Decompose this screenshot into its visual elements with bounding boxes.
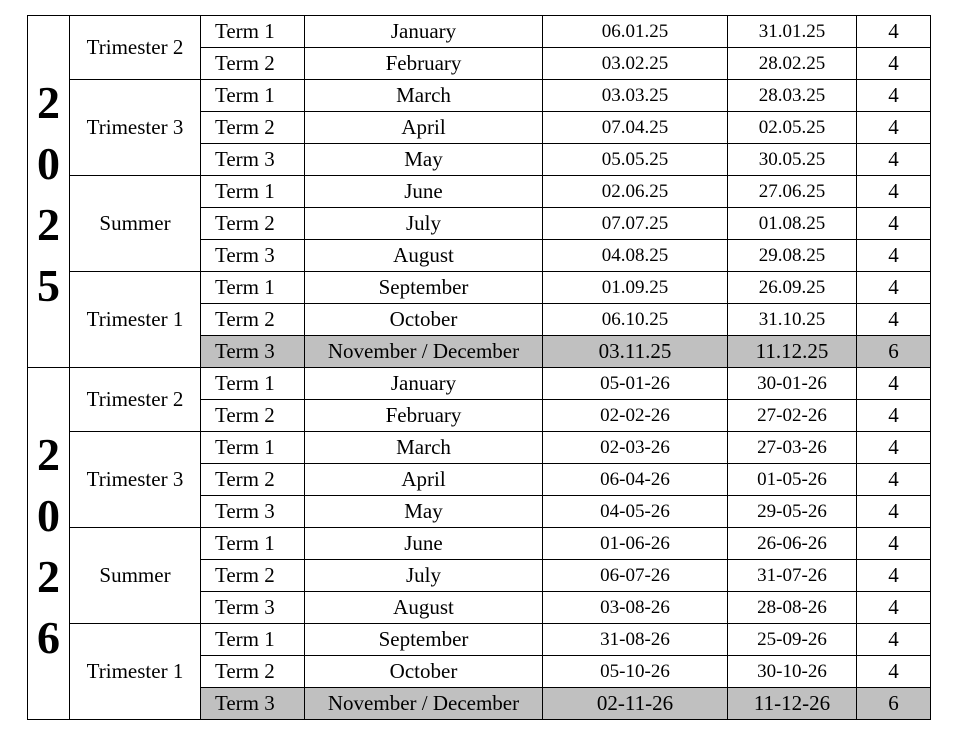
period-name: Trimester 2 [70, 368, 201, 432]
end-date-cell: 27-03-26 [728, 432, 857, 464]
month-cell: July [305, 560, 543, 592]
term-cell: Term 1 [201, 16, 305, 48]
term-cell: Term 2 [201, 304, 305, 336]
weeks-cell: 4 [857, 528, 931, 560]
year-digit: 2 [37, 428, 60, 480]
weeks-cell: 4 [857, 176, 931, 208]
year-digit: 2 [37, 198, 60, 250]
start-date-cell: 03.02.25 [543, 48, 728, 80]
weeks-cell: 4 [857, 592, 931, 624]
weeks-cell: 4 [857, 656, 931, 688]
end-date-cell: 11-12-26 [728, 688, 857, 720]
start-date-cell: 06-07-26 [543, 560, 728, 592]
start-date-cell: 05-01-26 [543, 368, 728, 400]
term-cell: Term 3 [201, 592, 305, 624]
weeks-cell: 4 [857, 272, 931, 304]
month-cell: March [305, 80, 543, 112]
month-cell: June [305, 528, 543, 560]
start-date-cell: 02-11-26 [543, 688, 728, 720]
schedule-row [28, 272, 931, 304]
term-cell: Term 2 [201, 400, 305, 432]
weeks-cell: 4 [857, 80, 931, 112]
schedule-row [28, 432, 931, 464]
month-cell: February [305, 400, 543, 432]
year-digit: 5 [37, 259, 60, 311]
end-date-cell: 28.03.25 [728, 80, 857, 112]
term-cell: Term 2 [201, 560, 305, 592]
year-digit: 6 [37, 611, 60, 663]
start-date-cell: 03-08-26 [543, 592, 728, 624]
end-date-cell: 26-06-26 [728, 528, 857, 560]
end-date-cell: 02.05.25 [728, 112, 857, 144]
start-date-cell: 03.03.25 [543, 80, 728, 112]
month-cell: February [305, 48, 543, 80]
weeks-cell: 4 [857, 16, 931, 48]
term-cell: Term 2 [201, 112, 305, 144]
term-schedule-table [27, 15, 931, 720]
month-cell: September [305, 272, 543, 304]
month-cell: January [305, 368, 543, 400]
end-date-cell: 28-08-26 [728, 592, 857, 624]
weeks-cell: 4 [857, 208, 931, 240]
weeks-cell: 4 [857, 240, 931, 272]
end-date-cell: 29-05-26 [728, 496, 857, 528]
schedule-row [28, 176, 931, 208]
term-cell: Term 2 [201, 656, 305, 688]
term-cell: Term 1 [201, 176, 305, 208]
month-cell: January [305, 16, 543, 48]
weeks-cell: 4 [857, 496, 931, 528]
end-date-cell: 29.08.25 [728, 240, 857, 272]
weeks-cell: 6 [857, 336, 931, 368]
year-digit: 2 [37, 76, 60, 128]
term-cell: Term 1 [201, 624, 305, 656]
schedule-row [28, 624, 931, 656]
weeks-cell: 4 [857, 432, 931, 464]
end-date-cell: 11.12.25 [728, 336, 857, 368]
weeks-cell: 4 [857, 368, 931, 400]
month-cell: April [305, 464, 543, 496]
schedule-row [28, 528, 931, 560]
month-cell: April [305, 112, 543, 144]
start-date-cell: 02-03-26 [543, 432, 728, 464]
period-name: Summer [70, 528, 201, 624]
term-cell: Term 3 [201, 688, 305, 720]
start-date-cell: 01.09.25 [543, 272, 728, 304]
period-name: Summer [70, 176, 201, 272]
month-cell: March [305, 432, 543, 464]
start-date-cell: 31-08-26 [543, 624, 728, 656]
period-name: Trimester 1 [70, 624, 201, 720]
month-cell: July [305, 208, 543, 240]
term-cell: Term 3 [201, 240, 305, 272]
year-digit: 2 [37, 550, 60, 602]
start-date-cell: 04.08.25 [543, 240, 728, 272]
period-name: Trimester 3 [70, 432, 201, 528]
start-date-cell: 04-05-26 [543, 496, 728, 528]
month-cell: November / December [305, 336, 543, 368]
start-date-cell: 06.10.25 [543, 304, 728, 336]
weeks-cell: 4 [857, 48, 931, 80]
end-date-cell: 31-07-26 [728, 560, 857, 592]
weeks-cell: 4 [857, 464, 931, 496]
weeks-cell: 4 [857, 304, 931, 336]
period-name: Trimester 1 [70, 272, 201, 368]
term-cell: Term 2 [201, 208, 305, 240]
term-cell: Term 1 [201, 528, 305, 560]
end-date-cell: 27.06.25 [728, 176, 857, 208]
period-name: Trimester 3 [70, 80, 201, 176]
month-cell: May [305, 144, 543, 176]
start-date-cell: 07.04.25 [543, 112, 728, 144]
year-label [28, 16, 70, 368]
term-cell: Term 1 [201, 368, 305, 400]
month-cell: October [305, 656, 543, 688]
schedule-row [28, 16, 931, 48]
weeks-cell: 4 [857, 560, 931, 592]
end-date-cell: 01-05-26 [728, 464, 857, 496]
year-digit: 0 [37, 489, 60, 541]
start-date-cell: 06.01.25 [543, 16, 728, 48]
end-date-cell: 31.10.25 [728, 304, 857, 336]
end-date-cell: 27-02-26 [728, 400, 857, 432]
period-name: Trimester 2 [70, 16, 201, 80]
start-date-cell: 05.05.25 [543, 144, 728, 176]
end-date-cell: 31.01.25 [728, 16, 857, 48]
start-date-cell: 01-06-26 [543, 528, 728, 560]
year-label [28, 368, 70, 720]
month-cell: May [305, 496, 543, 528]
term-cell: Term 3 [201, 336, 305, 368]
end-date-cell: 30.05.25 [728, 144, 857, 176]
weeks-cell: 4 [857, 624, 931, 656]
schedule-row [28, 80, 931, 112]
term-cell: Term 3 [201, 496, 305, 528]
start-date-cell: 03.11.25 [543, 336, 728, 368]
year-digit: 0 [37, 137, 60, 189]
start-date-cell: 05-10-26 [543, 656, 728, 688]
start-date-cell: 06-04-26 [543, 464, 728, 496]
start-date-cell: 07.07.25 [543, 208, 728, 240]
end-date-cell: 28.02.25 [728, 48, 857, 80]
month-cell: August [305, 592, 543, 624]
term-cell: Term 2 [201, 48, 305, 80]
month-cell: November / December [305, 688, 543, 720]
term-cell: Term 1 [201, 432, 305, 464]
month-cell: August [305, 240, 543, 272]
start-date-cell: 02-02-26 [543, 400, 728, 432]
end-date-cell: 30-01-26 [728, 368, 857, 400]
term-cell: Term 1 [201, 272, 305, 304]
month-cell: October [305, 304, 543, 336]
start-date-cell: 02.06.25 [543, 176, 728, 208]
weeks-cell: 6 [857, 688, 931, 720]
weeks-cell: 4 [857, 400, 931, 432]
schedule-row [28, 368, 931, 400]
end-date-cell: 30-10-26 [728, 656, 857, 688]
end-date-cell: 26.09.25 [728, 272, 857, 304]
end-date-cell: 01.08.25 [728, 208, 857, 240]
weeks-cell: 4 [857, 112, 931, 144]
month-cell: June [305, 176, 543, 208]
term-cell: Term 2 [201, 464, 305, 496]
term-cell: Term 3 [201, 144, 305, 176]
term-cell: Term 1 [201, 80, 305, 112]
end-date-cell: 25-09-26 [728, 624, 857, 656]
schedule-body [28, 16, 931, 720]
weeks-cell: 4 [857, 144, 931, 176]
month-cell: September [305, 624, 543, 656]
